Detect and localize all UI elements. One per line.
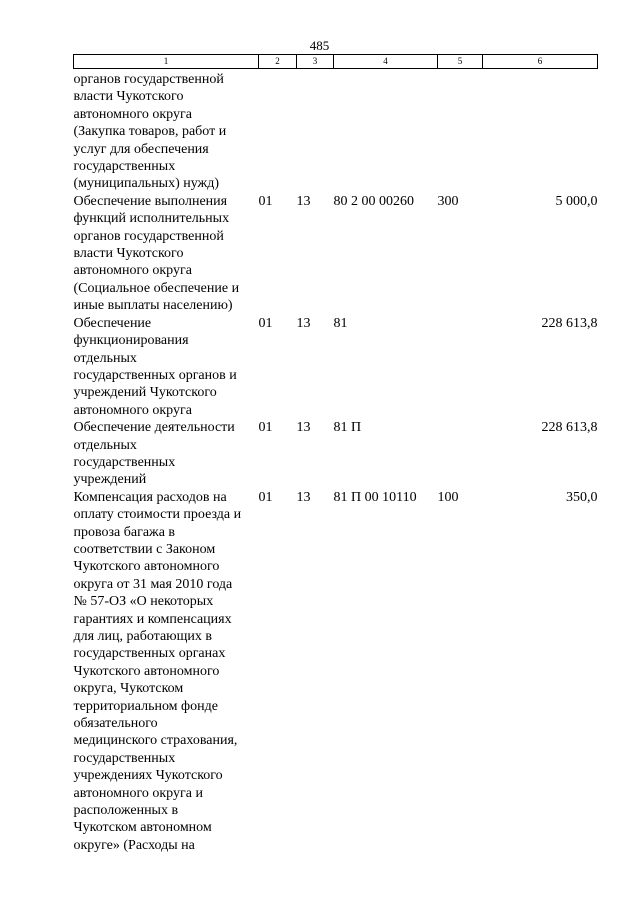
expense-name-line: округа от 31 мая 2010 года	[73, 576, 233, 592]
expense-name-line: № 57-ОЗ «О некоторых	[73, 594, 214, 610]
expense-name-line: Чукотского автономного	[73, 663, 220, 679]
expense-name-line: округе» (Расходы на	[73, 837, 195, 853]
expense-name-line: (Социальное обеспечение и	[73, 280, 240, 296]
section-code-cell	[259, 69, 297, 193]
expense-name-cell	[74, 69, 259, 193]
expense-name-cell	[74, 193, 259, 315]
expense-name-line: автономного округа	[73, 263, 192, 279]
expense-name-line: услуг для обеспечения	[73, 141, 209, 157]
expense-name-line: государственных органах	[73, 646, 226, 662]
expense-name-line: территориальном фонде	[73, 698, 218, 714]
expense-name-cell	[74, 419, 259, 489]
expense-name-line: Обеспечение выполнения	[73, 193, 228, 209]
expense-name-line: обязательного	[73, 716, 158, 732]
subsection-code-cell: 13	[296, 193, 311, 209]
expense-type-cell: 100	[437, 489, 459, 505]
column-header: 1	[74, 55, 259, 69]
expense-name-cell	[74, 489, 259, 855]
column-header: 5	[438, 55, 483, 69]
amount-cell	[483, 69, 598, 193]
expense-name-line: государственных	[73, 750, 176, 766]
expense-name-line: государственных	[73, 159, 176, 175]
expense-name-line: учреждений Чукотского	[73, 385, 217, 401]
expense-name-line: Компенсация расходов на	[73, 489, 227, 505]
expense-name-line: отдельных	[73, 437, 137, 453]
expense-name-line: учреждений	[73, 472, 147, 488]
section-code-cell: 01	[258, 315, 273, 331]
expense-name-line: государственных	[73, 454, 176, 470]
section-code-cell: 01	[258, 420, 273, 436]
budget-table	[73, 54, 598, 854]
expense-type-cell: 300	[437, 193, 459, 209]
section-code-cell: 01	[258, 193, 273, 209]
column-header: 3	[297, 55, 334, 69]
table-row	[74, 315, 598, 419]
expense-name-line: Обеспечение	[73, 315, 152, 331]
expense-name-line: оплату стоимости проезда и	[73, 507, 242, 523]
table-row	[74, 69, 598, 193]
target-article-cell: 81 П	[333, 420, 362, 436]
amount-cell: 5 000,0	[555, 193, 598, 209]
table-row	[74, 419, 598, 489]
column-header: 2	[259, 55, 297, 69]
table-body	[74, 69, 598, 855]
expense-name-line: автономного округа и	[73, 785, 203, 801]
expense-name-line: органов государственной	[73, 72, 224, 87]
expense-name-line: власти Чукотского	[73, 246, 184, 262]
expense-name-line: власти Чукотского	[73, 89, 184, 105]
expense-name-line: автономного округа	[73, 106, 192, 122]
expense-name-line: (муниципальных) нужд)	[73, 176, 220, 192]
expense-name-line: медицинского страхования,	[73, 733, 238, 749]
table-row	[74, 489, 598, 855]
expense-name-line: органов государственной	[73, 228, 224, 244]
expense-name-line: Обеспечение деятельности	[73, 420, 235, 436]
subsection-code-cell: 13	[296, 315, 311, 331]
subsection-code-cell: 13	[296, 420, 311, 436]
expense-name-line: гарантиях и компенсациях	[73, 611, 232, 627]
target-article-cell: 81	[333, 315, 348, 331]
expense-name-line: отдельных	[73, 350, 137, 366]
expense-name-line: провоза багажа в	[73, 524, 176, 540]
expense-name-line: функционирования	[73, 333, 189, 349]
expense-type-cell	[438, 419, 483, 489]
target-article-cell	[334, 69, 438, 193]
expense-name-line: Чукотском автономном	[73, 820, 212, 836]
target-article-cell: 80 2 00 00260	[333, 193, 414, 209]
table-row	[74, 193, 598, 315]
expense-name-line: Чукотского автономного	[73, 559, 220, 575]
expense-type-cell	[438, 315, 483, 419]
expense-name-line: автономного округа	[73, 402, 192, 418]
target-article-cell: 81 П 00 10110	[333, 489, 417, 505]
expense-name-cell	[74, 315, 259, 419]
expense-name-line: иные выплаты населению)	[73, 298, 233, 314]
subsection-code-cell	[297, 69, 334, 193]
expense-name-line: функций исполнительных	[73, 211, 230, 227]
expense-name-line: (Закупка товаров, работ и	[73, 124, 227, 140]
subsection-code-cell: 13	[296, 489, 311, 505]
expense-name-line: государственных органов и	[73, 367, 237, 383]
column-header: 4	[334, 55, 438, 69]
expense-name-line: расположенных в	[73, 803, 179, 819]
page-number: 485	[309, 38, 330, 53]
table-header-row	[74, 55, 598, 69]
expense-name-line: для лиц, работающих в	[73, 629, 213, 644]
expense-name-line: округа, Чукотском	[73, 681, 184, 697]
section-code-cell: 01	[258, 489, 273, 505]
expense-type-cell	[438, 69, 483, 193]
amount-cell: 228 613,8	[541, 420, 598, 436]
column-header: 6	[483, 55, 598, 69]
expense-name-line: учреждениях Чукотского	[73, 768, 223, 784]
amount-cell: 228 613,8	[541, 315, 598, 331]
expense-name-line: соответствии с Законом	[73, 541, 216, 557]
amount-cell: 350,0	[566, 489, 598, 505]
